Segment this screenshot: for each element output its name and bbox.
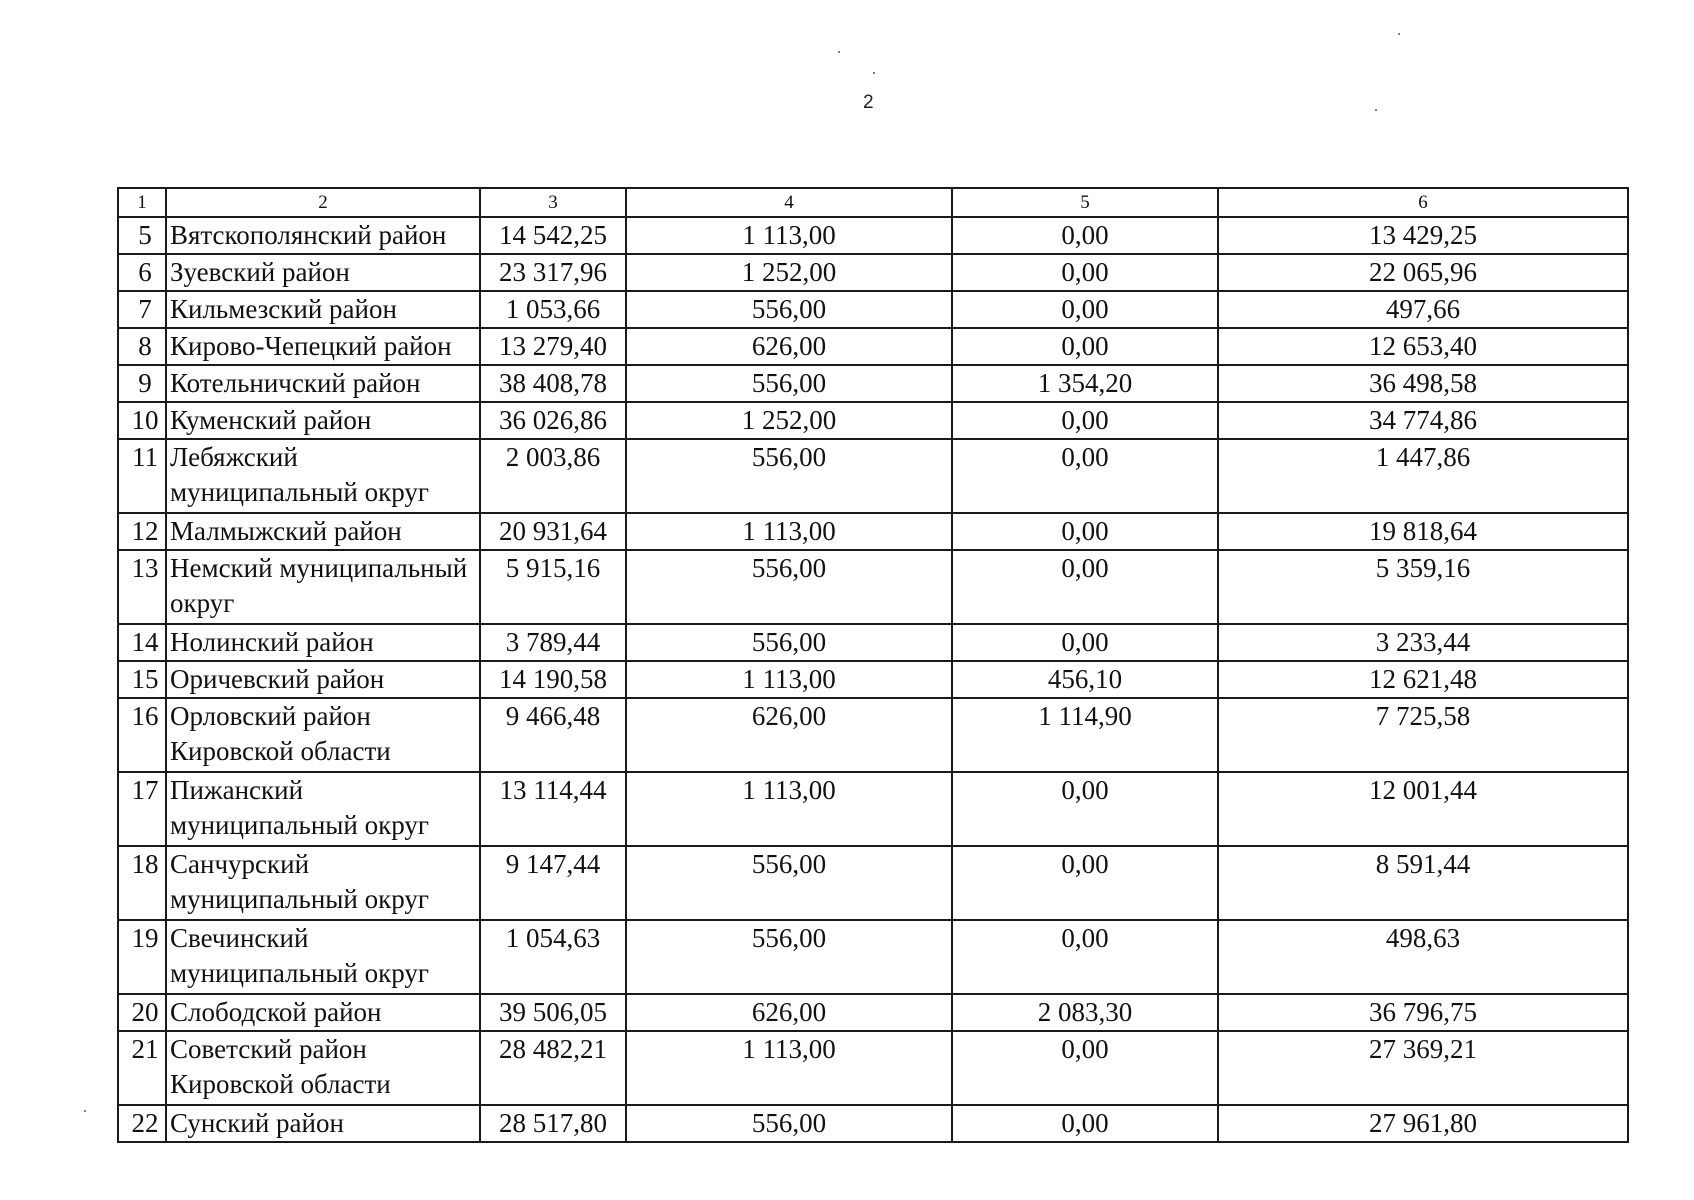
value-col3-cell: 1 053,66 [480, 291, 626, 328]
district-name-cell: Советский район Кировской области [166, 1031, 480, 1105]
value-col3-cell: 5 915,16 [480, 550, 626, 624]
row-number-cell: 20 [118, 994, 166, 1031]
district-name-cell: Немский муниципальный округ [166, 550, 480, 624]
table-row [118, 513, 1628, 550]
row-number-cell: 8 [118, 328, 166, 365]
value-col4-cell: 1 113,00 [626, 661, 952, 698]
row-number-cell: 19 [118, 920, 166, 994]
value-col3-cell: 1 054,63 [480, 920, 626, 994]
value-col6-cell: 498,63 [1218, 920, 1628, 994]
value-col6-cell: 12 621,48 [1218, 661, 1628, 698]
district-name-cell: Вятскополянский район [166, 217, 480, 254]
value-col4-cell: 626,00 [626, 698, 952, 772]
value-col5-cell: 0,00 [952, 624, 1218, 661]
value-col6-cell: 27 369,21 [1218, 1031, 1628, 1105]
table-row [118, 661, 1628, 698]
scan-speck [1375, 109, 1377, 111]
value-col6-cell: 13 429,25 [1218, 217, 1628, 254]
scan-speck [873, 72, 875, 74]
value-col3-cell: 13 114,44 [480, 772, 626, 846]
value-col5-cell: 2 083,30 [952, 994, 1218, 1031]
value-col4-cell: 1 113,00 [626, 1031, 952, 1105]
row-number-cell: 6 [118, 254, 166, 291]
value-col6-cell: 3 233,44 [1218, 624, 1628, 661]
value-col4-cell: 1 113,00 [626, 513, 952, 550]
district-name-cell: Малмыжский район [166, 513, 480, 550]
value-col5-cell: 1 354,20 [952, 365, 1218, 402]
row-number-cell: 12 [118, 513, 166, 550]
value-col6-cell: 36 498,58 [1218, 365, 1628, 402]
column-header-1: 1 [118, 188, 166, 217]
value-col3-cell: 9 466,48 [480, 698, 626, 772]
value-col5-cell: 0,00 [952, 1105, 1218, 1142]
district-name-cell: Свечинский муниципальный округ [166, 920, 480, 994]
row-number-cell: 9 [118, 365, 166, 402]
value-col5-cell: 456,10 [952, 661, 1218, 698]
row-number-cell: 16 [118, 698, 166, 772]
value-col3-cell: 13 279,40 [480, 328, 626, 365]
value-col4-cell: 1 252,00 [626, 254, 952, 291]
value-col5-cell: 0,00 [952, 254, 1218, 291]
value-col3-cell: 20 931,64 [480, 513, 626, 550]
column-header-6: 6 [1218, 188, 1628, 217]
value-col3-cell: 3 789,44 [480, 624, 626, 661]
value-col4-cell: 626,00 [626, 328, 952, 365]
value-col3-cell: 36 026,86 [480, 402, 626, 439]
value-col3-cell: 38 408,78 [480, 365, 626, 402]
value-col4-cell: 556,00 [626, 365, 952, 402]
header-row [118, 188, 1628, 217]
value-col5-cell: 0,00 [952, 772, 1218, 846]
row-number-cell: 17 [118, 772, 166, 846]
district-name-cell: Орловский район Кировской области [166, 698, 480, 772]
value-col5-cell: 0,00 [952, 291, 1218, 328]
value-col5-cell: 0,00 [952, 402, 1218, 439]
value-col5-cell: 0,00 [952, 846, 1218, 920]
row-number-cell: 11 [118, 439, 166, 513]
value-col5-cell: 0,00 [952, 439, 1218, 513]
table-row [118, 550, 1628, 624]
value-col4-cell: 626,00 [626, 994, 952, 1031]
table-row [118, 439, 1628, 513]
value-col6-cell: 22 065,96 [1218, 254, 1628, 291]
table-row [118, 1105, 1628, 1142]
value-col5-cell: 0,00 [952, 550, 1218, 624]
table-row [118, 920, 1628, 994]
value-col5-cell: 0,00 [952, 513, 1218, 550]
table-row [118, 698, 1628, 772]
value-col6-cell: 8 591,44 [1218, 846, 1628, 920]
value-col3-cell: 14 190,58 [480, 661, 626, 698]
row-number-cell: 15 [118, 661, 166, 698]
value-col6-cell: 27 961,80 [1218, 1105, 1628, 1142]
value-col3-cell: 28 482,21 [480, 1031, 626, 1105]
value-col4-cell: 556,00 [626, 1105, 952, 1142]
data-table [117, 187, 1629, 1143]
value-col4-cell: 556,00 [626, 920, 952, 994]
value-col5-cell: 1 114,90 [952, 698, 1218, 772]
value-col6-cell: 7 725,58 [1218, 698, 1628, 772]
table-row [118, 328, 1628, 365]
value-col6-cell: 12 001,44 [1218, 772, 1628, 846]
row-number-cell: 18 [118, 846, 166, 920]
district-name-cell: Пижанский муниципальный округ [166, 772, 480, 846]
value-col3-cell: 2 003,86 [480, 439, 626, 513]
value-col4-cell: 556,00 [626, 291, 952, 328]
district-name-cell: Сунский район [166, 1105, 480, 1142]
page-number: 2 [863, 92, 874, 113]
column-header-4: 4 [626, 188, 952, 217]
table-row [118, 402, 1628, 439]
table-row [118, 994, 1628, 1031]
row-number-cell: 14 [118, 624, 166, 661]
value-col6-cell: 1 447,86 [1218, 439, 1628, 513]
value-col4-cell: 556,00 [626, 846, 952, 920]
district-name-cell: Котельничский район [166, 365, 480, 402]
district-name-cell: Кильмезский район [166, 291, 480, 328]
column-header-3: 3 [480, 188, 626, 217]
row-number-cell: 5 [118, 217, 166, 254]
value-col6-cell: 34 774,86 [1218, 402, 1628, 439]
value-col4-cell: 1 113,00 [626, 217, 952, 254]
table-row [118, 624, 1628, 661]
value-col3-cell: 14 542,25 [480, 217, 626, 254]
scan-speck [84, 1110, 86, 1112]
row-number-cell: 13 [118, 550, 166, 624]
district-name-cell: Слободской район [166, 994, 480, 1031]
value-col3-cell: 39 506,05 [480, 994, 626, 1031]
district-name-cell: Санчурский муниципальный округ [166, 846, 480, 920]
table-row [118, 291, 1628, 328]
district-name-cell: Лебяжский муниципальный округ [166, 439, 480, 513]
district-name-cell: Кирово-Чепецкий район [166, 328, 480, 365]
value-col5-cell: 0,00 [952, 1031, 1218, 1105]
table-row [118, 365, 1628, 402]
value-col4-cell: 556,00 [626, 550, 952, 624]
value-col4-cell: 556,00 [626, 439, 952, 513]
value-col3-cell: 28 517,80 [480, 1105, 626, 1142]
value-col4-cell: 1 252,00 [626, 402, 952, 439]
value-col4-cell: 1 113,00 [626, 772, 952, 846]
table-row [118, 217, 1628, 254]
row-number-cell: 21 [118, 1031, 166, 1105]
table-row [118, 1031, 1628, 1105]
scan-speck [1398, 33, 1400, 35]
value-col6-cell: 19 818,64 [1218, 513, 1628, 550]
row-number-cell: 22 [118, 1105, 166, 1142]
table-row [118, 772, 1628, 846]
table-row [118, 254, 1628, 291]
column-header-2: 2 [166, 188, 480, 217]
value-col6-cell: 497,66 [1218, 291, 1628, 328]
value-col4-cell: 556,00 [626, 624, 952, 661]
table-row [118, 846, 1628, 920]
value-col6-cell: 36 796,75 [1218, 994, 1628, 1031]
value-col6-cell: 5 359,16 [1218, 550, 1628, 624]
row-number-cell: 7 [118, 291, 166, 328]
district-name-cell: Нолинский район [166, 624, 480, 661]
row-number-cell: 10 [118, 402, 166, 439]
value-col3-cell: 9 147,44 [480, 846, 626, 920]
column-header-5: 5 [952, 188, 1218, 217]
value-col5-cell: 0,00 [952, 328, 1218, 365]
district-name-cell: Зуевский район [166, 254, 480, 291]
value-col5-cell: 0,00 [952, 920, 1218, 994]
value-col6-cell: 12 653,40 [1218, 328, 1628, 365]
value-col5-cell: 0,00 [952, 217, 1218, 254]
value-col3-cell: 23 317,96 [480, 254, 626, 291]
scan-speck [838, 51, 840, 53]
district-name-cell: Оричевский район [166, 661, 480, 698]
district-name-cell: Куменский район [166, 402, 480, 439]
